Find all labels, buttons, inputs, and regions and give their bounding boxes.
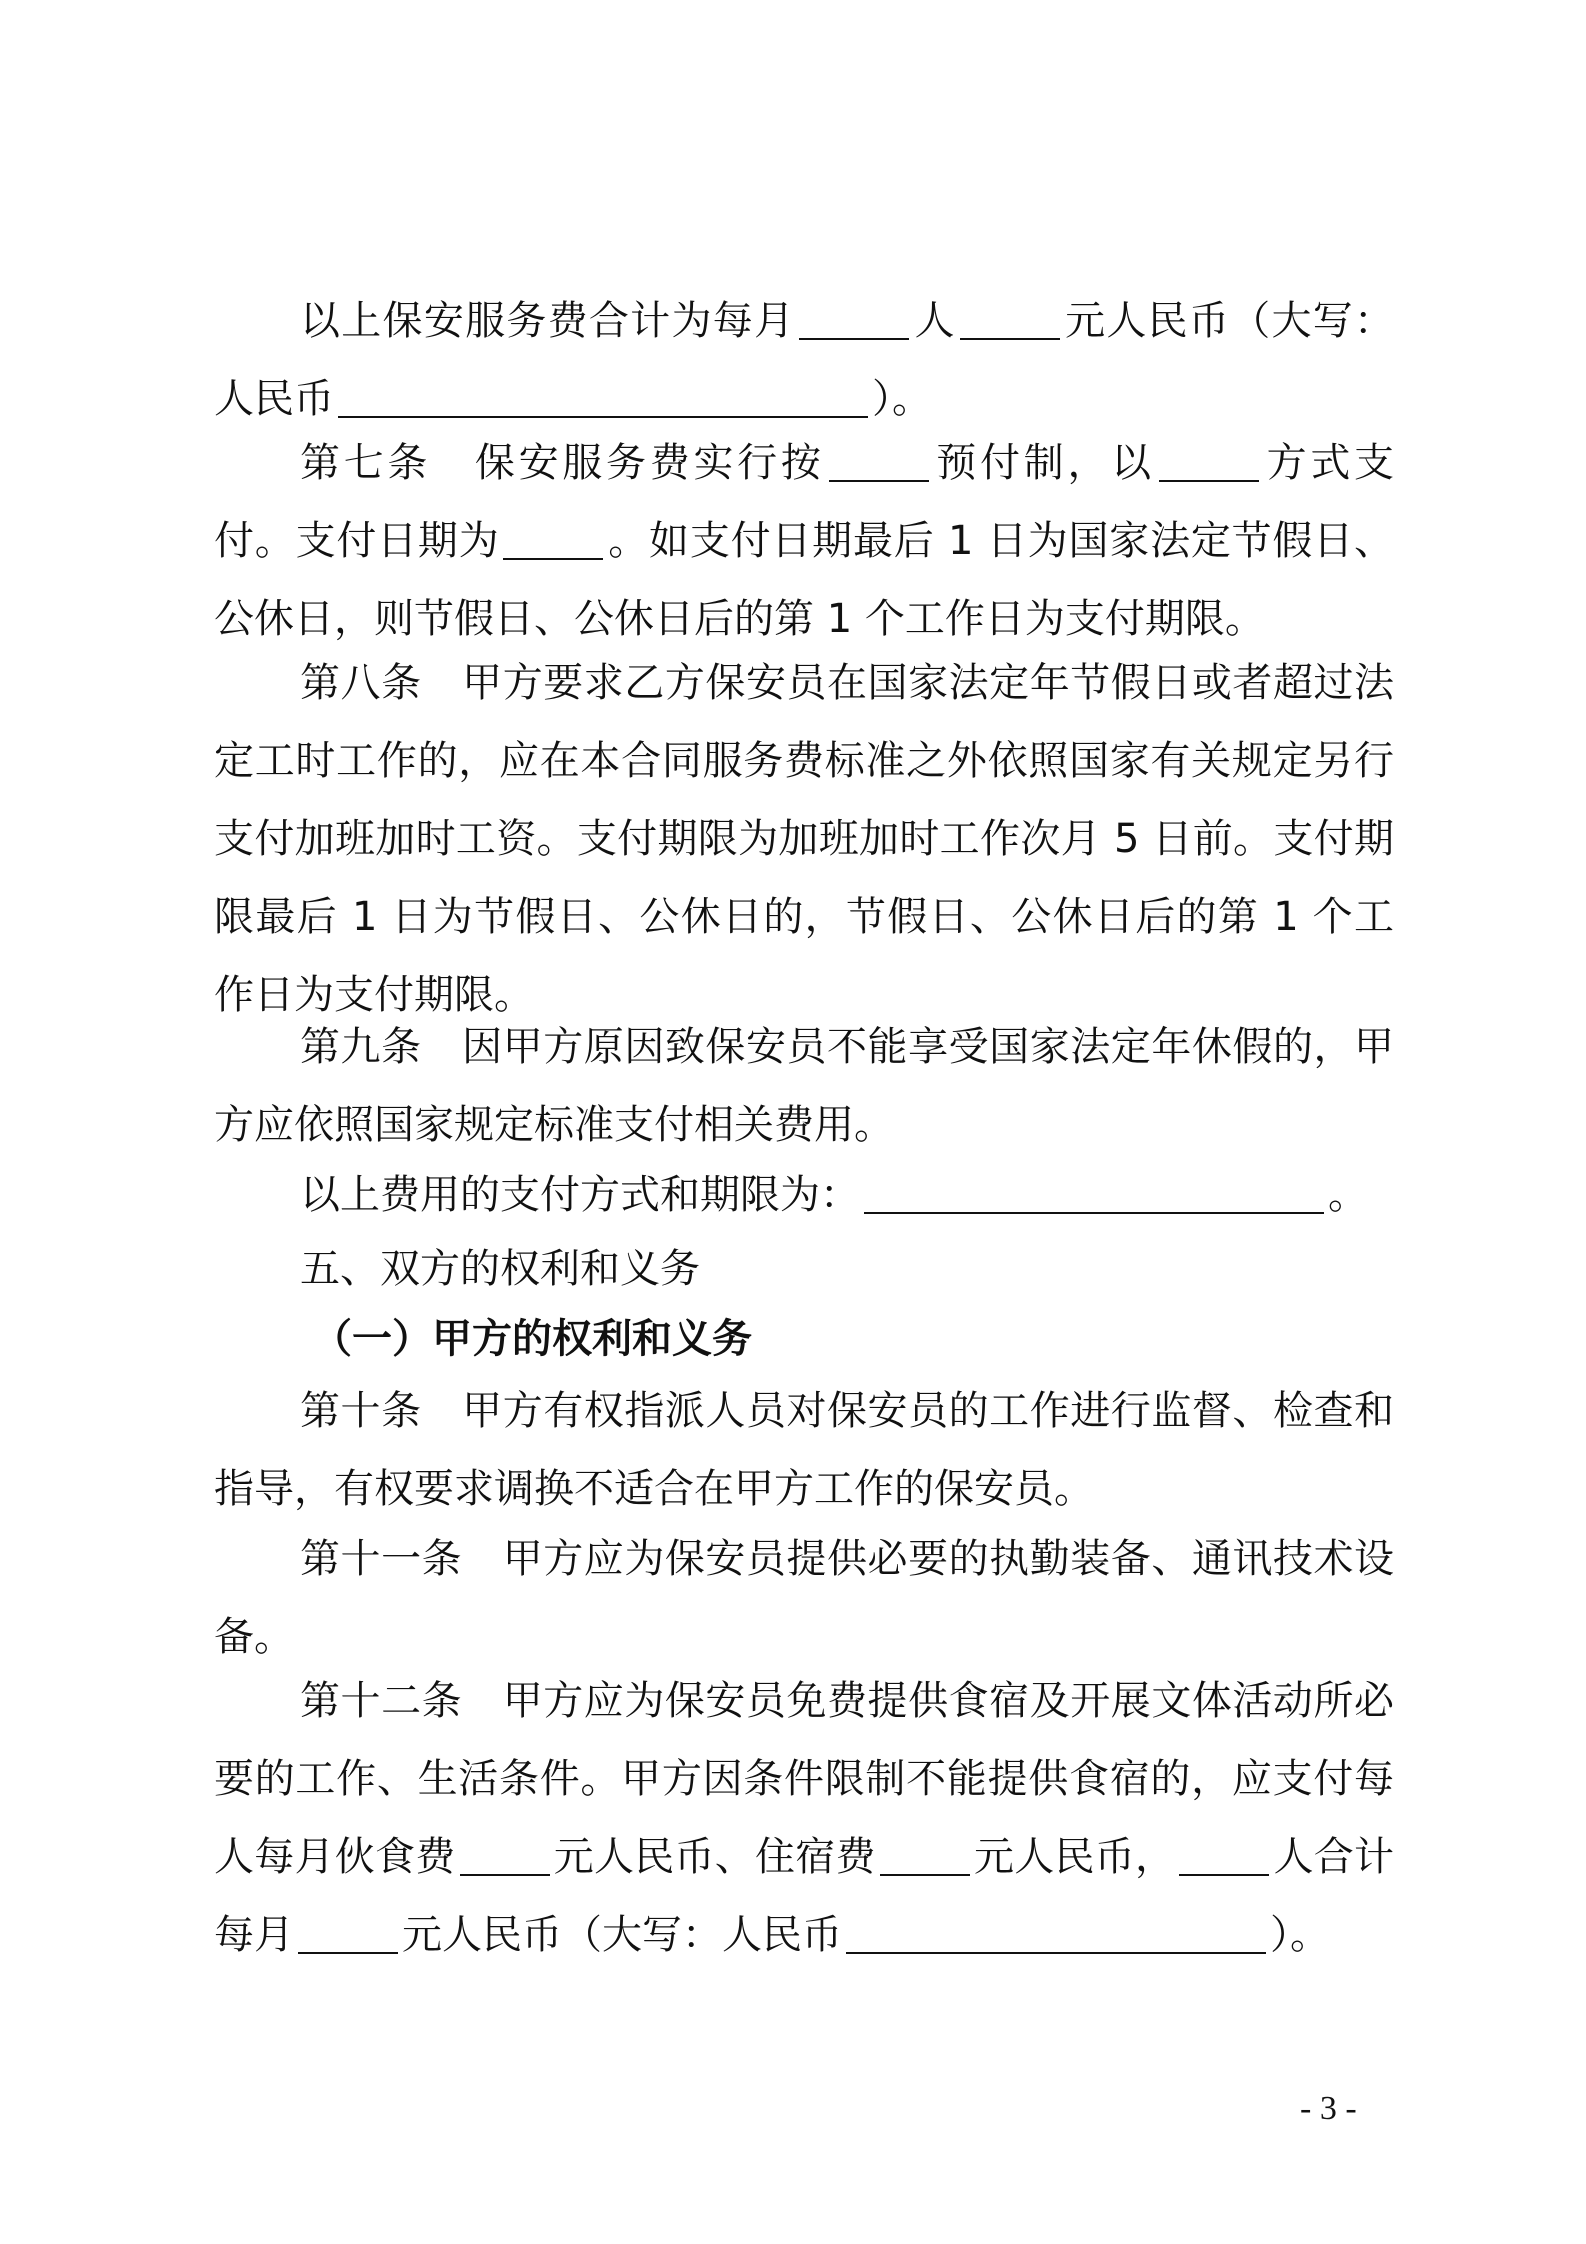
blank-monthly-total <box>298 1912 398 1954</box>
article12-label: 第十二条 <box>300 1678 463 1724</box>
article9-paragraph <box>214 1008 1394 1164</box>
article12-paragraph <box>214 1662 1394 1974</box>
article12-text-4: 人合计每月 <box>214 1834 1394 1958</box>
article10-text: 甲方有权指派人员对保安员的工作进行监督、检查和指导，有权要求调换不适合在甲方工作的保安员。 <box>214 1388 1395 1512</box>
blank-persons <box>799 298 909 340</box>
article11-paragraph <box>214 1520 1394 1676</box>
article8-paragraph <box>214 644 1394 1034</box>
fee-summary-text-4: ）。 <box>872 376 932 422</box>
blank-total-capital <box>846 1912 1266 1954</box>
article11-text: 甲方应为保安员提供必要的执勤装备、通讯技术设备。 <box>214 1536 1395 1660</box>
article10-paragraph <box>214 1372 1394 1528</box>
article10-label: 第十条 <box>300 1388 422 1434</box>
article7-text-1: 保安服务费实行按 <box>474 440 825 486</box>
article7-text-3: 方式支付。支付日期为 <box>214 440 1395 564</box>
section-title: 五、双方的权利和义务 <box>300 1246 700 1292</box>
article7-text-4: 。如支付日期最后 1 日为国家法定节假日、公休日，则节假日、公休日后的第 1 个工作日为支付期限。 <box>214 518 1394 642</box>
article7-text-2: 预付制，以 <box>932 440 1155 486</box>
article9-label: 第九条 <box>300 1024 422 1070</box>
blank-meal-fee <box>460 1834 550 1876</box>
article12-text-5: 元人民币（大写：人民币 <box>402 1912 842 1958</box>
article7-paragraph <box>214 424 1394 658</box>
article12-text-3: 元人民币， <box>973 1834 1176 1880</box>
blank-payment-date <box>503 518 603 560</box>
article8-label: 第八条 <box>300 660 422 706</box>
blank-persons-count <box>1179 1834 1269 1876</box>
article7-label: 第七条 <box>300 440 432 486</box>
article11-label: 第十一条 <box>300 1536 463 1582</box>
article12-text-6: ）。 <box>1270 1912 1330 1958</box>
fee-summary-text-1: 以上保安服务费合计为每月 <box>300 298 796 344</box>
blank-amount-capital <box>338 376 868 418</box>
blank-prepay-period <box>829 440 929 482</box>
payment-method-paragraph <box>214 1156 1394 1234</box>
blank-amount <box>960 298 1060 340</box>
payment-method-text-1: 以上费用的支付方式和期限为： <box>300 1172 860 1218</box>
fee-summary-text-2: 人 <box>913 298 956 344</box>
article8-text: 甲方要求乙方保安员在国家法定年节假日或者超过法定工时工作的，应在本合同服务费标准之外依照国家有关规定另行支付加班加时工资。支付期限为加班加时工作次月 5 日前。支付期限最后 1 日为节假日、公休日的，节假日、公休日后的第 1 个工作日为支付期限。 <box>214 660 1395 1018</box>
subsection-title: （一）甲方的权利和义务 <box>312 1316 752 1362</box>
blank-payment-terms <box>864 1172 1324 1214</box>
blank-lodging-fee <box>880 1834 970 1876</box>
fee-summary-paragraph <box>214 282 1394 438</box>
fee-summary-text-3: 元人民币（大写：人民币 <box>214 298 1395 422</box>
article12-text-1: 甲方应为保安员免费提供食宿及开展文体活动所必要的工作、生活条件。甲方因条件限制不能提供食宿的，应支付每人每月伙食费 <box>214 1678 1395 1880</box>
page-number: - 3 - <box>1300 2090 1357 2127</box>
article12-text-2: 元人民币、住宿费 <box>553 1834 876 1880</box>
blank-payment-method <box>1159 440 1259 482</box>
article9-text: 因甲方原因致保安员不能享受国家法定年休假的，甲方应依照国家规定标准支付相关费用。 <box>214 1024 1395 1148</box>
payment-method-text-2: 。 <box>1328 1172 1368 1218</box>
